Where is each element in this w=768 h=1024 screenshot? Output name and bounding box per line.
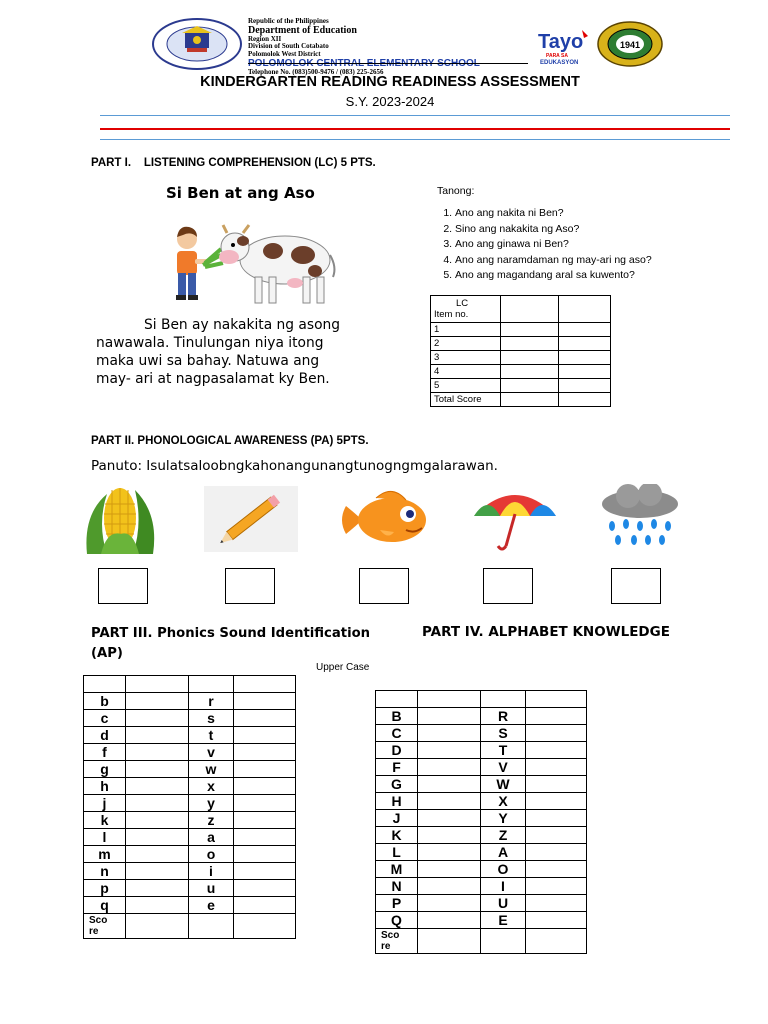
part2-instruction: Panuto: Isulatsaloobngkahonangunangtunogngmgalarawan. — [91, 458, 498, 474]
answer-cell[interactable] — [126, 693, 189, 710]
table-row — [376, 844, 587, 861]
letter-cell: Y — [481, 810, 526, 827]
score-cell[interactable] — [559, 323, 611, 337]
item-number: 5 — [431, 379, 501, 393]
divider-red — [100, 128, 730, 130]
pencil-icon — [204, 486, 298, 552]
letter-cell: v — [189, 744, 234, 761]
score-label: re — [89, 926, 99, 937]
table-row — [376, 878, 587, 895]
letter-cell: G — [376, 776, 418, 793]
answer-cell[interactable] — [234, 710, 296, 727]
letter-cell: X — [481, 793, 526, 810]
score-cell[interactable] — [559, 365, 611, 379]
part1-heading: PART I. LISTENING COMPREHENSION (LC) 5 PTS. — [91, 157, 376, 169]
school-year: S.Y. 2023-2024 — [345, 94, 435, 109]
answer-cell[interactable] — [526, 861, 587, 878]
letter-cell: p — [84, 880, 126, 897]
letter-cell: P — [376, 895, 418, 912]
part3-heading-line1: PART III. Phonics Sound Identification — [91, 626, 371, 641]
answer-cell[interactable] — [126, 710, 189, 727]
part2-heading: PART II. PHONOLOGICAL AWARENESS (PA) 5PTS. — [91, 435, 369, 447]
item-number: 3 — [431, 351, 501, 365]
score-cell[interactable] — [526, 929, 587, 954]
letter-cell: C — [376, 725, 418, 742]
letter-cell: g — [84, 761, 126, 778]
tayo-logo — [534, 26, 596, 66]
answer-cell[interactable] — [234, 880, 296, 897]
score-cell[interactable] — [559, 351, 611, 365]
total-score-label: Total Score — [431, 393, 501, 407]
answer-cell[interactable] — [234, 744, 296, 761]
story-line: maka uwi sa bahay. Natuwa ang — [96, 353, 320, 369]
answer-cell[interactable] — [501, 323, 559, 337]
divider-blue-top — [100, 115, 730, 116]
question-item: 2. Sino ang nakakita ng Aso? — [455, 222, 652, 238]
deped-seal — [152, 18, 242, 70]
letter-cell: n — [84, 863, 126, 880]
answer-box-pencil[interactable] — [225, 568, 275, 604]
answer-cell[interactable] — [526, 844, 587, 861]
table-row — [84, 761, 296, 778]
answer-cell[interactable] — [126, 727, 189, 744]
header-rule — [248, 63, 528, 64]
score-cell[interactable] — [418, 929, 481, 954]
answer-cell[interactable] — [234, 863, 296, 880]
answer-cell[interactable] — [234, 829, 296, 846]
letter-cell: q — [84, 897, 126, 914]
answer-cell[interactable] — [418, 861, 481, 878]
score-label-cell — [376, 929, 418, 954]
table-row — [84, 897, 296, 914]
answer-cell[interactable] — [526, 827, 587, 844]
umbrella-icon — [470, 484, 560, 554]
answer-cell[interactable] — [526, 708, 587, 725]
letter-cell: s — [189, 710, 234, 727]
questions-list — [419, 206, 652, 284]
answer-cell[interactable] — [501, 365, 559, 379]
score-cell[interactable] — [481, 929, 526, 954]
letter-cell: x — [189, 778, 234, 795]
question-item: 4. Ano ang naramdaman ng may-ari ng aso? — [455, 253, 652, 269]
letter-cell: V — [481, 759, 526, 776]
answer-cell[interactable] — [418, 827, 481, 844]
item-number: 4 — [431, 365, 501, 379]
letter-cell: u — [189, 880, 234, 897]
letter-cell: z — [189, 812, 234, 829]
table-row — [84, 880, 296, 897]
lc-header-label: LC — [456, 298, 469, 309]
question-item: 1. Ano ang nakita ni Ben? — [455, 206, 652, 222]
answer-cell[interactable] — [418, 844, 481, 861]
svg-text:EDUKASYON: EDUKASYON — [540, 60, 579, 66]
item-number: 2 — [431, 337, 501, 351]
school-seal — [597, 21, 663, 67]
letter-cell: j — [84, 795, 126, 812]
answer-cell[interactable] — [526, 895, 587, 912]
letter-cell: w — [189, 761, 234, 778]
score-label-cell — [84, 914, 126, 939]
lc-score-table — [430, 295, 611, 407]
answer-box-fish[interactable] — [359, 568, 409, 604]
letter-cell: i — [189, 863, 234, 880]
answer-cell[interactable] — [501, 351, 559, 365]
score-cell[interactable] — [559, 296, 611, 323]
answer-cell[interactable] — [526, 878, 587, 895]
answer-cell[interactable] — [418, 759, 481, 776]
letter-cell: T — [481, 742, 526, 759]
answer-cell[interactable] — [234, 761, 296, 778]
department-text: Department of Education — [248, 24, 357, 36]
letter-cell: m — [84, 846, 126, 863]
letter-cell: e — [189, 897, 234, 914]
answer-cell[interactable] — [234, 778, 296, 795]
answer-cell[interactable] — [526, 793, 587, 810]
answer-cell[interactable] — [526, 912, 587, 929]
answer-cell[interactable] — [526, 810, 587, 827]
header-cell — [234, 676, 296, 693]
story-line: nawawala. Tinulungan niya itong — [96, 335, 324, 351]
answer-cell[interactable] — [234, 795, 296, 812]
header-cell — [84, 676, 126, 693]
letter-cell: f — [84, 744, 126, 761]
answer-cell[interactable] — [126, 812, 189, 829]
score-cell[interactable] — [126, 914, 189, 939]
letter-cell: t — [189, 727, 234, 744]
answer-cell[interactable] — [234, 727, 296, 744]
corn-icon — [77, 484, 163, 556]
letter-cell: J — [376, 810, 418, 827]
table-row — [376, 759, 587, 776]
item-number: 1 — [431, 323, 501, 337]
alphabet-table — [375, 690, 587, 954]
answer-cell[interactable] — [526, 725, 587, 742]
letter-cell: h — [84, 778, 126, 795]
table-row — [376, 895, 587, 912]
table-row — [84, 727, 296, 744]
table-row — [84, 812, 296, 829]
answer-cell[interactable] — [126, 880, 189, 897]
score-cell[interactable] — [559, 379, 611, 393]
story-text — [96, 316, 340, 388]
answer-cell[interactable] — [234, 812, 296, 829]
answer-cell[interactable] — [234, 693, 296, 710]
answer-cell[interactable] — [126, 761, 189, 778]
answer-cell[interactable] — [418, 810, 481, 827]
score-label: Sco — [89, 915, 108, 926]
header-cell — [189, 676, 234, 693]
story-title: Si Ben at ang Aso — [166, 184, 315, 202]
letter-cell: c — [84, 710, 126, 727]
question-item: 5. Ano ang magandang aral sa kuwento? — [455, 268, 652, 284]
question-item: 3. Ano ang ginawa ni Ben? — [455, 237, 652, 253]
letter-cell: B — [376, 708, 418, 725]
page-title: KINDERGARTEN READING READINESS ASSESSMENT — [200, 74, 580, 90]
division-text: Division of South Cotabato — [248, 42, 329, 50]
answer-cell[interactable] — [418, 742, 481, 759]
answer-cell[interactable] — [126, 795, 189, 812]
questions-label: Tanong: — [437, 185, 475, 197]
letter-cell: H — [376, 793, 418, 810]
letter-cell: o — [189, 846, 234, 863]
republic-text: Republic of the Philippines — [248, 17, 329, 25]
part4-subheading: Upper Case — [316, 662, 370, 673]
letter-cell: D — [376, 742, 418, 759]
answer-cell[interactable] — [526, 742, 587, 759]
part3-heading — [91, 624, 370, 664]
story-line: may- ari at nagpasalamat ky Ben. — [96, 371, 330, 387]
answer-cell[interactable] — [418, 708, 481, 725]
answer-cell[interactable] — [126, 778, 189, 795]
letter-cell: I — [481, 878, 526, 895]
letter-cell: W — [481, 776, 526, 793]
svg-text:PARA SA: PARA SA — [546, 53, 568, 59]
letter-cell: U — [481, 895, 526, 912]
table-row — [376, 810, 587, 827]
answer-cell[interactable] — [501, 379, 559, 393]
letter-cell: R — [481, 708, 526, 725]
seal-year: 1941 — [619, 40, 641, 50]
answer-cell[interactable] — [418, 912, 481, 929]
letter-cell: N — [376, 878, 418, 895]
answer-cell[interactable] — [126, 744, 189, 761]
phonics-table — [83, 675, 296, 939]
letter-cell: M — [376, 861, 418, 878]
school-header-text — [248, 18, 480, 77]
table-row — [376, 861, 587, 878]
answer-box-corn[interactable] — [98, 568, 148, 604]
answer-cell[interactable] — [418, 776, 481, 793]
answer-cell[interactable] — [526, 759, 587, 776]
answer-box-rain[interactable] — [611, 568, 661, 604]
letter-cell: O — [481, 861, 526, 878]
table-row — [376, 912, 587, 929]
school-name: POLOMOLOK CENTRAL ELEMENTARY SCHOOL — [248, 58, 480, 69]
answer-box-umbrella[interactable] — [483, 568, 533, 604]
part4-heading: PART IV. ALPHABET KNOWLEDGE — [422, 624, 670, 640]
table-row — [376, 793, 587, 810]
letter-cell: l — [84, 829, 126, 846]
letter-cell: E — [481, 912, 526, 929]
answer-cell[interactable] — [126, 829, 189, 846]
answer-cell[interactable] — [501, 337, 559, 351]
table-row — [376, 776, 587, 793]
story-line: Si Ben ay nakakita ng asong — [144, 317, 341, 333]
header-cell — [418, 691, 481, 708]
answer-cell[interactable] — [418, 878, 481, 895]
divider-blue-bottom — [100, 139, 730, 140]
answer-cell[interactable] — [526, 776, 587, 793]
letter-cell: L — [376, 844, 418, 861]
table-row — [84, 693, 296, 710]
letter-cell: Q — [376, 912, 418, 929]
letter-cell: d — [84, 727, 126, 744]
item-no-label: Item no. — [434, 309, 469, 320]
table-row — [84, 846, 296, 863]
table-row — [84, 778, 296, 795]
table-row — [376, 742, 587, 759]
answer-cell[interactable] — [234, 897, 296, 914]
letter-cell: r — [189, 693, 234, 710]
letter-cell: Z — [481, 827, 526, 844]
header-cell — [126, 676, 189, 693]
score-label: re — [381, 941, 391, 952]
fish-icon — [336, 486, 430, 552]
header-cell — [526, 691, 587, 708]
table-row — [376, 725, 587, 742]
answer-cell[interactable] — [234, 846, 296, 863]
letter-cell: F — [376, 759, 418, 776]
answer-cell[interactable] — [418, 725, 481, 742]
table-row — [84, 710, 296, 727]
answer-cell[interactable] — [418, 895, 481, 912]
letter-cell: S — [481, 725, 526, 742]
header-cell — [376, 691, 418, 708]
answer-cell[interactable] — [126, 846, 189, 863]
table-row — [84, 744, 296, 761]
telephone-text: Telephone No. (083)500-9476 / (083) 225-2656 — [248, 68, 384, 76]
score-label: Sco — [381, 930, 400, 941]
letter-cell: b — [84, 693, 126, 710]
score-cell[interactable] — [559, 393, 611, 407]
svg-text:Tayo: Tayo — [538, 31, 584, 53]
answer-cell[interactable] — [501, 393, 559, 407]
letter-cell: k — [84, 812, 126, 829]
answer-cell[interactable] — [501, 296, 559, 323]
lc-header-cell — [431, 296, 501, 323]
region-text: Region XII — [248, 34, 282, 43]
answer-cell[interactable] — [418, 793, 481, 810]
letter-cell: A — [481, 844, 526, 861]
part3-heading-line2: (AP) — [91, 646, 123, 661]
table-row — [84, 795, 296, 812]
letter-cell: K — [376, 827, 418, 844]
table-row — [84, 829, 296, 846]
rain-cloud-icon — [598, 484, 682, 550]
letter-cell: y — [189, 795, 234, 812]
letter-cell: a — [189, 829, 234, 846]
score-cell[interactable] — [189, 914, 234, 939]
score-cell[interactable] — [559, 337, 611, 351]
header-cell — [481, 691, 526, 708]
boy-and-cow-illustration — [165, 215, 340, 310]
district-text: Polomolok West District — [248, 49, 321, 58]
answer-cell[interactable] — [126, 897, 189, 914]
table-row — [84, 863, 296, 880]
answer-cell[interactable] — [126, 863, 189, 880]
table-row — [376, 827, 587, 844]
score-cell[interactable] — [234, 914, 296, 939]
table-row — [376, 708, 587, 725]
